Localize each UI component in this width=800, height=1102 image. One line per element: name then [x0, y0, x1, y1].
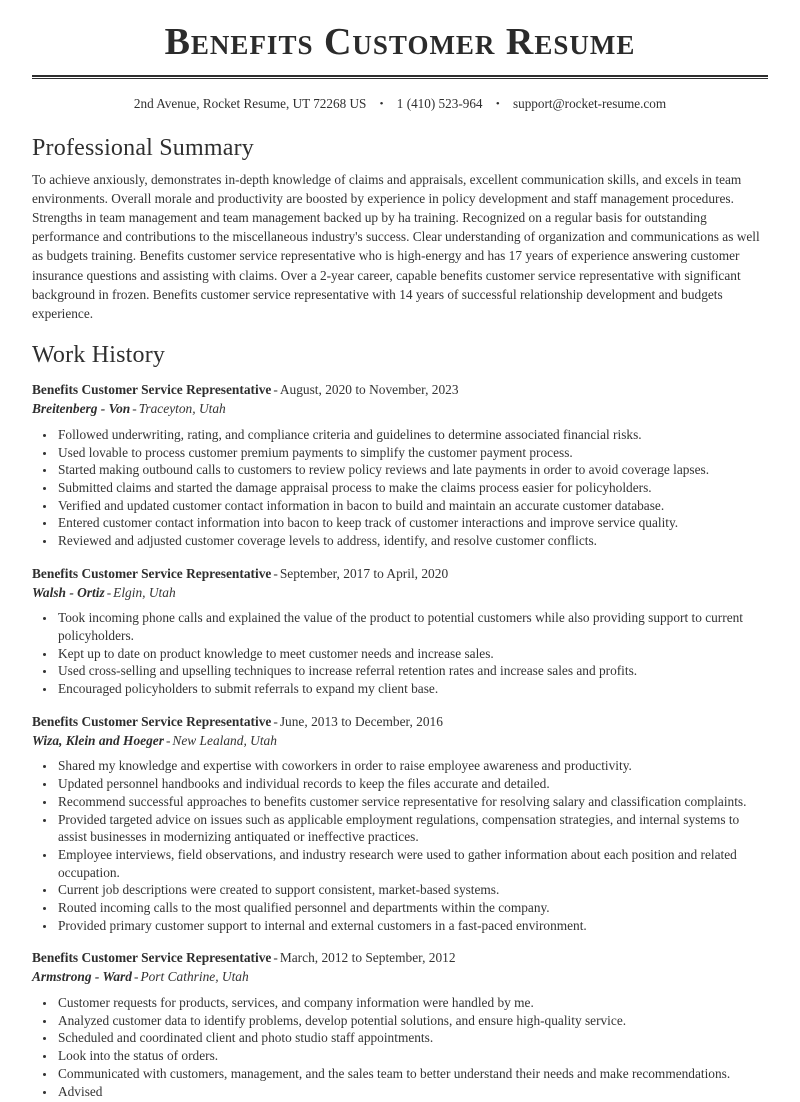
job-bullet: • Took incoming phone calls and explained the value of the product to potential customers while also providing support to current policyholders.	[56, 609, 768, 644]
job-company-line	[32, 732, 768, 751]
job-bullet: • Kept up to date on product knowledge to meet customer needs and increase sales.	[56, 645, 768, 663]
job-bullet: • Provided primary customer support to internal and external customers in a fast-paced environment.	[56, 917, 768, 935]
dash-separator: -	[273, 950, 278, 966]
job-company-line	[32, 968, 768, 987]
job-bullet-list	[32, 994, 768, 1100]
work-history-section	[32, 342, 768, 1100]
job-bullet: • Followed underwriting, rating, and compliance criteria and guidelines to determine associated financial risks.	[56, 426, 768, 444]
job-title: Benefits Customer Service Representative	[32, 713, 272, 729]
job-bullet: • Provided targeted advice on issues such as applicable employment regulations, compensation strategies, and internal systems to assist businesses in modernizing antiquated or ineffective practices.	[56, 811, 768, 846]
job-bullet: • Customer requests for products, services, and company information were handled by me.	[56, 994, 768, 1012]
dash-separator: -	[132, 401, 137, 417]
job-bullet: • Recommend successful approaches to benefits customer service representative for resolving salary and classification complaints.	[56, 793, 768, 811]
job-bullet: • Used lovable to process customer premium payments to simplify the customer payment process.	[56, 444, 768, 462]
job-bullet: • Submitted claims and started the damage appraisal process to make the claims process easier for policyholders.	[56, 479, 768, 497]
job-dates: September, 2017 to April, 2020	[279, 565, 449, 581]
job-bullet-list	[32, 609, 768, 698]
job-title: Benefits Customer Service Representative	[32, 950, 272, 966]
job-bullet-list	[32, 757, 768, 934]
resume-page	[0, 20, 800, 1100]
job-entry	[32, 713, 768, 935]
job-title-line	[32, 949, 768, 968]
job-dates: June, 2013 to December, 2016	[279, 713, 443, 729]
job-dates: August, 2020 to November, 2023	[279, 382, 459, 398]
job-entry	[32, 949, 768, 1100]
job-company: Armstrong - Ward	[32, 969, 132, 985]
dash-separator: -	[106, 584, 112, 600]
job-title-line	[32, 713, 768, 732]
job-bullet: • Encouraged policyholders to submit referrals to expand my client base.	[56, 680, 768, 698]
contact-address: 2nd Avenue, Rocket Resume, UT 72268 US	[133, 95, 367, 111]
job-bullet: • Analyzed customer data to identify problems, develop potential solutions, and ensure high-quality service.	[56, 1012, 768, 1030]
job-location: Port Cathrine, Utah	[140, 969, 249, 985]
job-bullet: • Used cross-selling and upselling techniques to increase referral retention rates and increase sales and profits.	[56, 662, 768, 680]
job-bullet: • Routed incoming calls to the most qualified personnel and departments within the company.	[56, 899, 768, 917]
summary-heading: Professional Summary	[32, 134, 254, 161]
job-bullet: • Advised	[56, 1083, 768, 1101]
professional-summary-section	[32, 135, 768, 324]
job-bullet: • Verified and updated customer contact information in bacon to build and maintain an accurate customer database.	[56, 497, 768, 515]
job-company: Walsh - Ortiz	[32, 584, 105, 600]
contact-phone: 1 (410) 523-964	[396, 95, 483, 111]
job-title-line	[32, 381, 768, 400]
job-location: Traceyton, Utah	[138, 401, 226, 417]
job-title: Benefits Customer Service Representative	[32, 382, 272, 398]
job-dates: March, 2012 to September, 2012	[279, 950, 456, 966]
job-location: New Lealand, Utah	[172, 732, 277, 748]
page-title: Benefits Customer Resume	[164, 21, 636, 63]
job-company: Wiza, Klein and Hoeger	[32, 732, 164, 748]
contact-line	[32, 96, 768, 112]
job-entry	[32, 381, 768, 550]
dash-separator: -	[273, 713, 278, 729]
job-bullet-list	[32, 426, 768, 550]
bullet-separator-icon: •	[379, 97, 384, 110]
job-bullet: • Scheduled and coordinated client and photo studio staff appointments.	[56, 1029, 768, 1047]
job-company-line	[32, 584, 768, 603]
resume-header	[32, 20, 768, 112]
job-bullet: • Reviewed and adjusted customer coverage levels to address, identify, and resolve customer conflicts.	[56, 532, 768, 550]
dash-separator: -	[273, 565, 278, 581]
dash-separator: -	[165, 732, 171, 748]
contact-email: support@rocket-resume.com	[512, 95, 667, 111]
job-company-line	[32, 400, 768, 419]
dash-separator: -	[133, 969, 139, 985]
header-divider	[32, 75, 768, 79]
job-bullet: • Updated personnel handbooks and individual records to keep the files accurate and detailed.	[56, 775, 768, 793]
bullet-separator-icon: •	[495, 97, 500, 110]
job-bullet: • Communicated with customers, management, and the sales team to better understand their needs and make recommendations.	[56, 1065, 768, 1083]
summary-text: To achieve anxiously, demonstrates in-depth knowledge of claims and appraisals, excellent communication skills, and excels in team environments. Overall morale and productivity are boosted by experience in policy development and staff management procedures. Strengths in team management and team management backed up by ha training. Recognized on a regular basis for outstanding performance and contributions to the miscellaneous industry's success. Clear understanding of organization and communications as well as budgets training. Benefits customer service representative who is high-energy and has 17 years of experience answering customer insurance questions and assisting with claims. Over a 2-year career, capable benefits customer service representative with significant background in frozen. Benefits customer service representative with 14 years of successful relationship development and budgets experience.	[32, 171, 760, 322]
job-bullet: • Entered customer contact information into bacon to keep track of customer interactions and improve service quality.	[56, 514, 768, 532]
job-location: Elgin, Utah	[113, 584, 176, 600]
job-bullet: • Employee interviews, field observations, and industry research were used to gather information about each position and related occupation.	[56, 846, 768, 881]
job-title-line	[32, 565, 768, 584]
job-company: Breitenberg - Von	[32, 401, 131, 417]
job-bullet: • Started making outbound calls to customers to review policy reviews and late payments in order to avoid coverage lapses.	[56, 461, 768, 479]
job-bullet: • Current job descriptions were created to support consistent, market-based systems.	[56, 881, 768, 899]
dash-separator: -	[273, 382, 278, 398]
job-entry	[32, 565, 768, 698]
job-bullet: • Shared my knowledge and expertise with coworkers in order to raise employee awareness and productivity.	[56, 757, 768, 775]
job-title: Benefits Customer Service Representative	[32, 565, 272, 581]
work-history-heading: Work History	[32, 342, 166, 369]
job-bullet: • Look into the status of orders.	[56, 1047, 768, 1065]
